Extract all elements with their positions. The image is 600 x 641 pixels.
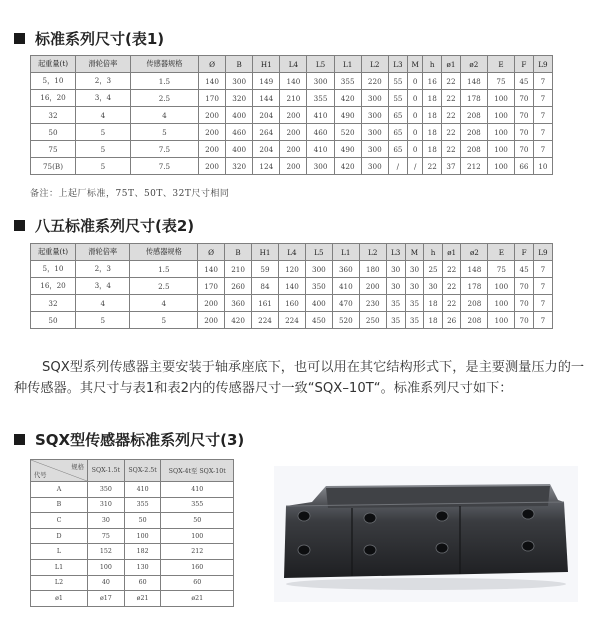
table-cell: 4 <box>76 107 131 124</box>
table-cell: 7.5 <box>130 158 198 175</box>
table-row <box>31 141 553 158</box>
table-cell: 4 <box>76 295 130 312</box>
table-cell: 22 <box>423 158 442 175</box>
table-cell: 224 <box>252 312 279 329</box>
column-header: E <box>487 56 514 73</box>
table-cell: 32 <box>31 295 76 312</box>
table-cell: 180 <box>359 261 386 278</box>
table-row <box>31 497 234 513</box>
table-cell: 25 <box>424 261 443 278</box>
table-cell: 200 <box>280 141 307 158</box>
table-cell: 200 <box>198 124 225 141</box>
column-header: H1 <box>252 244 279 261</box>
table-cell: 10 <box>533 158 552 175</box>
table-cell: 5 <box>130 312 198 329</box>
table-cell: 22 <box>442 107 461 124</box>
table-cell: 0 <box>407 73 422 90</box>
table-cell: 300 <box>307 158 334 175</box>
table-cell: 178 <box>460 90 487 107</box>
table-cell: 70 <box>515 107 534 124</box>
table-cell: 18 <box>424 295 443 312</box>
table-cell: 320 <box>226 158 253 175</box>
table-cell: 4 <box>130 295 198 312</box>
table-cell: 2，3 <box>76 261 130 278</box>
section2-heading <box>14 215 194 236</box>
table-cell: 50 <box>161 513 234 529</box>
table-cell: 130 <box>124 559 161 575</box>
table-row <box>31 312 553 329</box>
column-header: 传感器规格 <box>130 244 198 261</box>
table-cell: 70 <box>515 312 534 329</box>
table-cell: 200 <box>280 107 307 124</box>
table-cell: 208 <box>461 312 488 329</box>
table-cell: 100 <box>487 158 514 175</box>
table-cell: 490 <box>334 141 361 158</box>
table-cell: 60 <box>124 575 161 591</box>
column-header: L9 <box>533 56 552 73</box>
table-cell: 30 <box>386 278 405 295</box>
row-label: B <box>31 497 88 513</box>
table-cell: 5 <box>76 141 131 158</box>
column-header: Ø <box>198 244 225 261</box>
table-cell: 16，20 <box>31 90 76 107</box>
table-cell: 140 <box>198 73 225 90</box>
table-cell: 22 <box>442 124 461 141</box>
table-cell: 100 <box>487 90 514 107</box>
table-cell: 200 <box>359 278 386 295</box>
table-cell: 300 <box>361 158 388 175</box>
table-cell: 208 <box>460 107 487 124</box>
table-cell: 2.5 <box>130 278 198 295</box>
table-cell: 148 <box>460 73 487 90</box>
table-cell: 200 <box>198 158 225 175</box>
table-cell: 1.5 <box>130 73 198 90</box>
column-header: ø2 <box>460 56 487 73</box>
corner-code-label: 代号 <box>34 472 47 479</box>
table-cell: 18 <box>424 312 443 329</box>
table-row <box>31 544 234 560</box>
table-cell: 0 <box>407 107 422 124</box>
table-cell: 22 <box>442 73 461 90</box>
table-cell: 170 <box>198 278 225 295</box>
column-header: 起重量(t) <box>31 56 76 73</box>
row-label: D <box>31 528 88 544</box>
table-cell: 22 <box>442 141 461 158</box>
table-cell: 37 <box>442 158 461 175</box>
table-cell: 18 <box>423 141 442 158</box>
corner-spec-label: 规格 <box>71 464 84 471</box>
table-cell: 45 <box>515 73 534 90</box>
table-cell: 5 <box>76 158 131 175</box>
table-cell: 5 <box>130 124 198 141</box>
table-cell: 5 <box>76 312 130 329</box>
table-cell: 300 <box>361 141 388 158</box>
table-cell: 400 <box>226 107 253 124</box>
table-cell: 7 <box>533 73 552 90</box>
table-cell: 7 <box>533 278 552 295</box>
table-cell: 100 <box>488 295 515 312</box>
table-cell: 35 <box>386 312 405 329</box>
column-header: L5 <box>307 56 334 73</box>
table-cell: 66 <box>515 158 534 175</box>
table-row <box>31 559 234 575</box>
table-cell: 18 <box>423 107 442 124</box>
table-cell: 59 <box>252 261 279 278</box>
description-paragraph: SQX型系列传感器主要安装于轴承座底下，也可以用在其它结构形式下，是主要测量压力的一种传感器。其尺寸与表1和表2内的传感器尺寸一致“SQX–10T“。标准系列尺寸如下： <box>14 360 585 396</box>
table1-note: 备注：上起厂标准，75T、50T、32T尺寸相同 <box>30 189 230 199</box>
table-cell: 320 <box>226 90 253 107</box>
table-cell: 208 <box>461 295 488 312</box>
table-cell: 3，4 <box>76 278 130 295</box>
table-cell: 350 <box>88 482 125 498</box>
table-cell: 400 <box>305 295 332 312</box>
column-header: L9 <box>533 244 552 261</box>
row-label: ø1 <box>31 591 88 607</box>
table-cell: 7 <box>533 90 552 107</box>
table-cell: 410 <box>161 482 234 498</box>
table-cell: 460 <box>307 124 334 141</box>
table-cell: 400 <box>226 141 253 158</box>
table-cell: 22 <box>442 295 461 312</box>
table-cell: 7 <box>533 295 552 312</box>
table-cell: 3，4 <box>76 90 131 107</box>
table-cell: 35 <box>405 295 424 312</box>
table-cell: 148 <box>461 261 488 278</box>
table-cell: 182 <box>124 544 161 560</box>
column-header: E <box>488 244 515 261</box>
table-cell: 100 <box>487 141 514 158</box>
table-cell: 149 <box>253 73 280 90</box>
table-cell: 70 <box>515 295 534 312</box>
column-header: 滑轮倍率 <box>76 244 130 261</box>
table-cell: ø21 <box>161 591 234 607</box>
table-cell: 50 <box>31 124 76 141</box>
table-cell: 355 <box>334 73 361 90</box>
table-cell: 100 <box>161 528 234 544</box>
table-cell: ø21 <box>124 591 161 607</box>
table-cell: 161 <box>252 295 279 312</box>
table-cell: 84 <box>252 278 279 295</box>
table-cell: 22 <box>442 278 461 295</box>
table-cell: 45 <box>515 261 534 278</box>
table-row <box>31 107 553 124</box>
table-cell: 144 <box>253 90 280 107</box>
row-label: L <box>31 544 88 560</box>
section1-title: 标准系列尺寸(表1) <box>35 30 165 48</box>
square-bullet-icon <box>14 33 25 44</box>
table-cell: 65 <box>388 141 407 158</box>
table-cell: 450 <box>305 312 332 329</box>
column-header: L2 <box>359 244 386 261</box>
table-cell: 152 <box>88 544 125 560</box>
column-header: F <box>515 56 534 73</box>
table-cell: 50 <box>31 312 76 329</box>
table-cell: 70 <box>515 90 534 107</box>
column-header: F <box>515 244 534 261</box>
table-cell: 16，20 <box>31 278 76 295</box>
table-row <box>31 278 553 295</box>
table-cell: 410 <box>332 278 359 295</box>
table-cell: 160 <box>161 559 234 575</box>
column-header: SQX-1.5t <box>88 460 125 482</box>
column-header: L3 <box>386 244 405 261</box>
row-label: A <box>31 482 88 498</box>
table-cell: 5，10 <box>31 261 76 278</box>
table-cell: 100 <box>488 312 515 329</box>
table-cell: 30 <box>405 278 424 295</box>
table-cell: 250 <box>359 312 386 329</box>
table-cell: 7 <box>533 261 552 278</box>
table-cell: 18 <box>423 124 442 141</box>
table-cell: 100 <box>487 124 514 141</box>
table-cell: 410 <box>307 141 334 158</box>
square-bullet-icon <box>14 220 25 231</box>
eighty-five-series-table <box>30 243 553 329</box>
table-cell: 230 <box>359 295 386 312</box>
table-cell: 300 <box>361 90 388 107</box>
table-cell: 0 <box>407 141 422 158</box>
column-header: 滑轮倍率 <box>76 56 131 73</box>
table-cell: 30 <box>424 278 443 295</box>
table-cell: 410 <box>124 482 161 498</box>
table-cell: 350 <box>305 278 332 295</box>
table-cell: 204 <box>253 141 280 158</box>
table-cell: 170 <box>198 90 225 107</box>
table-cell: 55 <box>388 90 407 107</box>
table-cell: 300 <box>307 73 334 90</box>
column-header: 起重量(t) <box>31 244 76 261</box>
table-cell: 260 <box>225 278 252 295</box>
column-header: 传感器规格 <box>130 56 198 73</box>
column-header: L4 <box>278 244 305 261</box>
table-cell: 420 <box>225 312 252 329</box>
table-cell: 310 <box>88 497 125 513</box>
square-bullet-icon <box>14 434 25 445</box>
table-cell: 70 <box>515 141 534 158</box>
table-cell: 75 <box>488 261 515 278</box>
table-cell: 300 <box>305 261 332 278</box>
table-cell: 5，10 <box>31 73 76 90</box>
table-cell: 200 <box>198 312 225 329</box>
table-row <box>31 295 553 312</box>
table-cell: 100 <box>124 528 161 544</box>
table-cell: / <box>407 158 422 175</box>
table-row <box>31 575 234 591</box>
table-cell: 0 <box>407 124 422 141</box>
table-cell: 7 <box>533 124 552 141</box>
table-cell: 50 <box>124 513 161 529</box>
table-header-row <box>31 460 234 482</box>
table-cell: 30 <box>88 513 125 529</box>
table-cell: 355 <box>124 497 161 513</box>
table-cell: 140 <box>198 261 225 278</box>
section3-title: SQX型传感器标准系列尺寸(3) <box>35 431 245 449</box>
table-cell: 7 <box>533 141 552 158</box>
section3-heading <box>14 429 244 450</box>
table-cell: 300 <box>361 124 388 141</box>
table-cell: 16 <box>423 73 442 90</box>
table-cell: 4 <box>130 107 198 124</box>
column-header: M <box>407 56 422 73</box>
table-row <box>31 482 234 498</box>
table-cell: 208 <box>460 124 487 141</box>
table-cell: 200 <box>198 107 225 124</box>
table-cell: 7 <box>533 312 552 329</box>
sensor-photo <box>274 466 578 602</box>
column-header: L1 <box>332 244 359 261</box>
table-cell: 120 <box>278 261 305 278</box>
table-cell: 100 <box>487 107 514 124</box>
sqx-dimension-table <box>30 459 234 607</box>
table-cell: 220 <box>361 73 388 90</box>
table-cell: 520 <box>332 312 359 329</box>
table-cell: 200 <box>280 124 307 141</box>
table-cell: 100 <box>88 559 125 575</box>
table-cell: 355 <box>161 497 234 513</box>
table-row <box>31 124 553 141</box>
table-row <box>31 528 234 544</box>
table-cell: 210 <box>225 261 252 278</box>
table-cell: 100 <box>488 278 515 295</box>
table-cell: 470 <box>332 295 359 312</box>
table-cell: 30 <box>386 261 405 278</box>
table-cell: 26 <box>442 312 461 329</box>
table-cell: 212 <box>460 158 487 175</box>
table-cell: 300 <box>226 73 253 90</box>
table-cell: 7.5 <box>130 141 198 158</box>
table-cell: 7 <box>533 107 552 124</box>
table-cell: 160 <box>278 295 305 312</box>
corner-cell <box>31 460 88 482</box>
table-cell: 75 <box>31 141 76 158</box>
table-cell: 65 <box>388 124 407 141</box>
table-cell: 178 <box>461 278 488 295</box>
table-cell: 1.5 <box>130 261 198 278</box>
table-cell: 520 <box>334 124 361 141</box>
table-cell: ø17 <box>88 591 125 607</box>
table-cell: 300 <box>361 107 388 124</box>
table-cell: 22 <box>442 90 461 107</box>
table-cell: 460 <box>226 124 253 141</box>
table-row <box>31 513 234 529</box>
table-cell: 35 <box>405 312 424 329</box>
table-cell: 30 <box>405 261 424 278</box>
table-cell: 200 <box>198 141 225 158</box>
column-header: L5 <box>305 244 332 261</box>
column-header: L1 <box>334 56 361 73</box>
column-header: L4 <box>280 56 307 73</box>
row-label: L1 <box>31 559 88 575</box>
column-header: h <box>424 244 443 261</box>
column-header: B <box>225 244 252 261</box>
table-cell: 140 <box>280 73 307 90</box>
table-cell: 75 <box>88 528 125 544</box>
table-cell: 75 <box>487 73 514 90</box>
table-cell: 40 <box>88 575 125 591</box>
column-header: SQX-2.5t <box>124 460 161 482</box>
table-cell: 224 <box>278 312 305 329</box>
table-row <box>31 73 553 90</box>
column-header: ø1 <box>442 244 461 261</box>
column-header: H1 <box>253 56 280 73</box>
table-header-row <box>31 56 553 73</box>
table-cell: 200 <box>280 158 307 175</box>
table-row <box>31 90 553 107</box>
row-label: C <box>31 513 88 529</box>
column-header: ø1 <box>442 56 461 73</box>
column-header: M <box>405 244 424 261</box>
table-cell: 2.5 <box>130 90 198 107</box>
table-row <box>31 591 234 607</box>
table-cell: 208 <box>460 141 487 158</box>
column-header: ø2 <box>461 244 488 261</box>
table-cell: / <box>388 158 407 175</box>
table-cell: 360 <box>225 295 252 312</box>
table-header-row <box>31 244 553 261</box>
section1-heading <box>14 28 164 49</box>
table-cell: 70 <box>515 278 534 295</box>
column-header: h <box>423 56 442 73</box>
table-cell: 264 <box>253 124 280 141</box>
column-header: B <box>226 56 253 73</box>
table-cell: 420 <box>334 90 361 107</box>
table-cell: 355 <box>307 90 334 107</box>
section2-title: 八五标准系列尺寸(表2) <box>35 217 195 235</box>
column-header: L2 <box>361 56 388 73</box>
table-cell: 490 <box>334 107 361 124</box>
row-label: L2 <box>31 575 88 591</box>
table-cell: 35 <box>386 295 405 312</box>
column-header: SQX-4t至 SQX-10t <box>161 460 234 482</box>
table-cell: 32 <box>31 107 76 124</box>
table-cell: 140 <box>278 278 305 295</box>
table-cell: 2，3 <box>76 73 131 90</box>
table-cell: 70 <box>515 124 534 141</box>
column-header: L3 <box>388 56 407 73</box>
table-cell: 5 <box>76 124 131 141</box>
table-cell: 75(B) <box>31 158 76 175</box>
table-cell: 60 <box>161 575 234 591</box>
table-cell: 360 <box>332 261 359 278</box>
column-header: Ø <box>198 56 225 73</box>
table-cell: 212 <box>161 544 234 560</box>
table-row <box>31 158 553 175</box>
table-cell: 18 <box>423 90 442 107</box>
table-cell: 65 <box>388 107 407 124</box>
table-cell: 420 <box>334 158 361 175</box>
table-cell: 410 <box>307 107 334 124</box>
table-cell: 124 <box>253 158 280 175</box>
table-cell: 204 <box>253 107 280 124</box>
table-cell: 0 <box>407 90 422 107</box>
table-cell: 200 <box>198 295 225 312</box>
table-row <box>31 261 553 278</box>
table-cell: 210 <box>280 90 307 107</box>
standard-series-table <box>30 55 553 175</box>
table-cell: 22 <box>442 261 461 278</box>
table-cell: 55 <box>388 73 407 90</box>
